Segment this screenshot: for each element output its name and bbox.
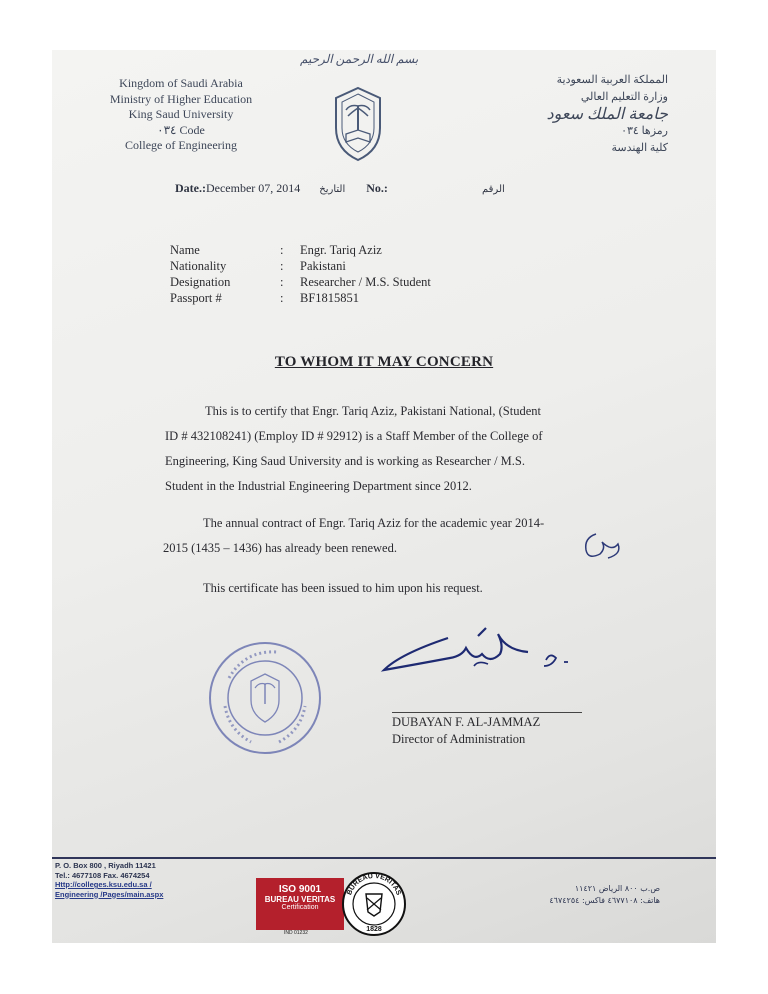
paragraph-line: Engineering, King Saud University and is working as Researcher / M.S. (165, 454, 526, 468)
college-stamp (205, 638, 325, 758)
iso-brand: BUREAU VERITAS (264, 895, 336, 904)
director-signature (378, 626, 578, 696)
letterhead-line: Ministry of Higher Education (109, 91, 253, 106)
footer-divider (52, 857, 716, 859)
bv-ring-text: BUREAU VERITAS (346, 872, 402, 897)
date-label-arabic: التاريخ (319, 184, 346, 195)
footer-line: P. O. Box 800 , Riyadh 11421 (55, 861, 156, 870)
employee-info (170, 242, 431, 306)
iso-code: IND 01232 (284, 930, 308, 936)
date-row (175, 181, 388, 196)
signatory-block (392, 714, 540, 748)
bureau-veritas-seal (340, 868, 408, 940)
info-label: Nationality (170, 259, 227, 273)
info-value: Pakistani (300, 259, 346, 273)
info-row: Passport # : BF1815851 (170, 291, 360, 305)
number-label: No.: (366, 181, 388, 195)
paragraph-line: Student in the Industrial Engineering Department since 2012. (165, 479, 472, 493)
info-value: BF1815851 (300, 291, 360, 305)
footer-line: هاتف: ٤٦٧٧١٠٨ فاكس: ٤٦٧٤٢٥٤ (549, 896, 660, 905)
university-logo (330, 84, 386, 164)
date-value: December 07, 2014 (205, 181, 301, 195)
letterhead-line: جامعة الملك سعود (546, 106, 668, 123)
footer-line: Tel.: 4677108 Fax. 4674254 (55, 870, 150, 880)
signatory-title: Director of Administration (392, 732, 526, 746)
footer-contact-arabic (480, 883, 660, 907)
info-label: Name (170, 243, 200, 257)
signature-line (392, 712, 582, 713)
paragraph-line: This is to certify that Engr. Tariq Aziz, Pakistani National, (Student (205, 404, 541, 418)
info-row: Nationality : Pakistani (170, 259, 346, 273)
letterhead-line: رمزها ٠٣٤ (621, 125, 668, 137)
info-value: Engr. Tariq Aziz (300, 243, 382, 257)
website-link[interactable]: Http://colleges.ksu.edu.sa / (55, 880, 152, 889)
number-label-arabic: الرقم (482, 184, 505, 195)
info-row: Name : Engr. Tariq Aziz (170, 243, 382, 257)
info-row: Designation : Researcher / M.S. Student (170, 275, 431, 289)
date-label: Date.: (175, 181, 206, 195)
request-paragraph: This certificate has been issued to him upon his request. (203, 581, 483, 595)
contract-paragraph (163, 511, 603, 561)
letterhead-line: King Saud University (128, 107, 234, 121)
letterhead-line: ٠٣٤ Code (157, 122, 205, 137)
letterhead-line: Kingdom of Saudi Arabia (119, 76, 243, 90)
letterhead-line: كلية الهندسة (611, 142, 668, 154)
info-label: Designation (170, 275, 231, 289)
letter-heading: TO WHOM IT MAY CONCERN (274, 354, 494, 370)
info-value: Researcher / M.S. Student (300, 275, 431, 289)
letterhead-line: المملكة العربية السعودية (556, 74, 668, 86)
website-link[interactable]: Engineering /Pages/main.aspx (55, 889, 164, 899)
paragraph-line: The annual contract of Engr. Tariq Aziz for the academic year 2014- (203, 516, 545, 530)
paragraph-line: ID # 432108241) (Employ ID # 92912) is a Staff Member of the College of (165, 429, 543, 443)
info-label: Passport # (170, 291, 222, 305)
footer-contact-english (55, 861, 163, 899)
certification-paragraph (165, 399, 595, 499)
signatory-name: DUBAYAN F. AL-JAMMAZ (392, 715, 541, 729)
basmala: بسم الله الرحمن الرحيم (300, 52, 419, 66)
letterhead-arabic (518, 72, 668, 157)
paragraph-line: 2015 (1435 – 1436) has already been renewed. (163, 541, 397, 555)
initials-signature (578, 528, 628, 564)
iso-certification-badge (256, 878, 344, 930)
bv-year: 1828 (366, 926, 382, 933)
iso-subtitle: Certification (281, 904, 319, 911)
footer-line: ص.ب ٨٠٠ الرياض ١١٤٢١ (574, 884, 660, 893)
iso-title: ISO 9001 (278, 884, 322, 895)
letterhead-line: وزارة التعليم العالي (580, 91, 668, 103)
letterhead-line: College of Engineering (125, 138, 237, 152)
letterhead-english (76, 76, 286, 154)
